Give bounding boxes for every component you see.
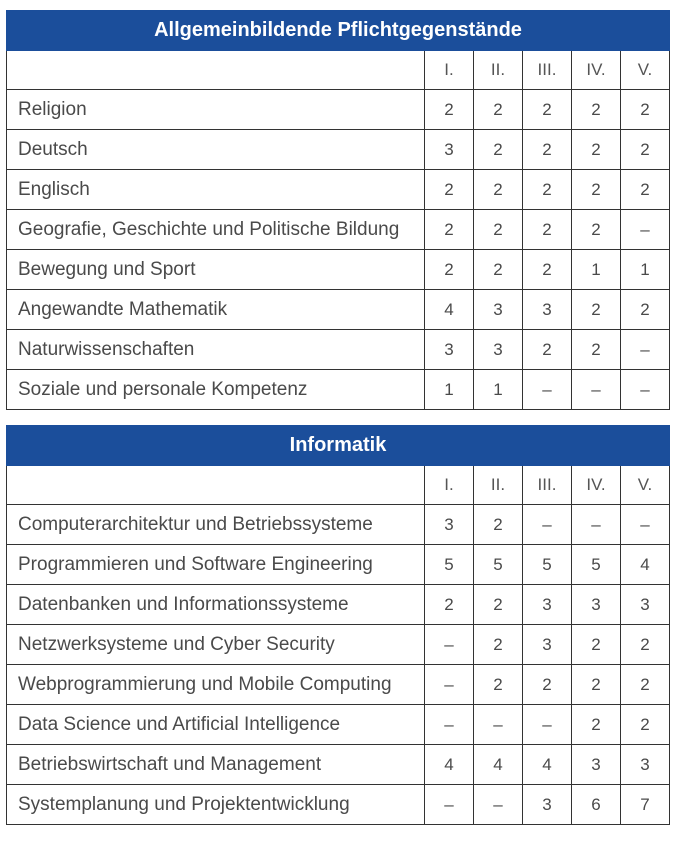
hours-cell: 3 <box>523 585 572 625</box>
hours-cell: 2 <box>572 130 621 170</box>
hours-cell: – <box>474 785 523 825</box>
hours-cell: 4 <box>425 290 474 330</box>
hours-cell: 2 <box>425 250 474 290</box>
hours-cell: 5 <box>425 545 474 585</box>
subject-name: Religion <box>7 90 425 130</box>
hours-cell: 2 <box>523 210 572 250</box>
hours-cell: 2 <box>425 585 474 625</box>
hours-cell: 7 <box>621 785 670 825</box>
empty-header-cell <box>7 466 425 505</box>
hours-cell: 2 <box>425 90 474 130</box>
hours-cell: 2 <box>523 250 572 290</box>
hours-cell: 2 <box>572 290 621 330</box>
year-header: IV. <box>572 466 621 505</box>
hours-cell: 2 <box>425 210 474 250</box>
hours-cell: 2 <box>621 625 670 665</box>
hours-cell: 3 <box>474 290 523 330</box>
hours-cell: 3 <box>425 330 474 370</box>
section-title: Allgemeinbildende Pflichtgegenstände <box>7 11 670 51</box>
hours-cell: 2 <box>621 90 670 130</box>
empty-header-cell <box>7 51 425 90</box>
hours-cell: 2 <box>523 170 572 210</box>
hours-cell: 1 <box>474 370 523 410</box>
subject-name: Naturwissenschaften <box>7 330 425 370</box>
hours-cell: 2 <box>572 90 621 130</box>
table-row <box>7 250 670 290</box>
table-row <box>7 625 670 665</box>
subject-name: Deutsch <box>7 130 425 170</box>
year-header: V. <box>621 51 670 90</box>
year-header: III. <box>523 51 572 90</box>
hours-cell: 3 <box>572 745 621 785</box>
hours-cell: 3 <box>474 330 523 370</box>
hours-cell: – <box>425 625 474 665</box>
hours-cell: 2 <box>621 705 670 745</box>
subject-name: Angewandte Mathematik <box>7 290 425 330</box>
subject-name: Programmieren und Software Engineering <box>7 545 425 585</box>
year-header: I. <box>425 466 474 505</box>
hours-cell: 3 <box>572 585 621 625</box>
table-row <box>7 370 670 410</box>
table-row <box>7 665 670 705</box>
hours-cell: 2 <box>474 585 523 625</box>
hours-cell: – <box>523 705 572 745</box>
table-row <box>7 745 670 785</box>
hours-cell: – <box>425 785 474 825</box>
general-subjects-body <box>7 90 670 410</box>
year-header: V. <box>621 466 670 505</box>
year-header: II. <box>474 466 523 505</box>
subject-name: Geografie, Geschichte und Politische Bildung <box>7 210 425 250</box>
table-row <box>7 170 670 210</box>
hours-cell: 2 <box>572 625 621 665</box>
table-row <box>7 130 670 170</box>
hours-cell: 2 <box>425 170 474 210</box>
table-row <box>7 585 670 625</box>
hours-cell: 5 <box>523 545 572 585</box>
table-row <box>7 330 670 370</box>
hours-cell: 2 <box>572 330 621 370</box>
subject-name: Bewegung und Sport <box>7 250 425 290</box>
hours-cell: 1 <box>572 250 621 290</box>
hours-cell: 4 <box>523 745 572 785</box>
hours-cell: 2 <box>474 170 523 210</box>
hours-cell: 2 <box>474 210 523 250</box>
hours-cell: 2 <box>572 210 621 250</box>
hours-cell: – <box>425 665 474 705</box>
hours-cell: 2 <box>474 625 523 665</box>
hours-cell: 2 <box>523 330 572 370</box>
hours-cell: 1 <box>621 250 670 290</box>
table-row <box>7 90 670 130</box>
hours-cell: – <box>621 210 670 250</box>
hours-cell: – <box>425 705 474 745</box>
table-row <box>7 505 670 545</box>
subject-name: Soziale und personale Kompetenz <box>7 370 425 410</box>
hours-cell: 2 <box>474 130 523 170</box>
hours-cell: 1 <box>425 370 474 410</box>
hours-cell: 5 <box>474 545 523 585</box>
hours-cell: 3 <box>523 290 572 330</box>
hours-cell: 2 <box>474 90 523 130</box>
subject-name: Netzwerksysteme und Cyber Security <box>7 625 425 665</box>
hours-cell: – <box>621 330 670 370</box>
subject-name: Systemplanung und Projektentwicklung <box>7 785 425 825</box>
hours-cell: 2 <box>572 170 621 210</box>
hours-cell: 2 <box>474 665 523 705</box>
year-header: II. <box>474 51 523 90</box>
hours-cell: – <box>523 370 572 410</box>
hours-cell: 3 <box>621 585 670 625</box>
year-header: III. <box>523 466 572 505</box>
year-header-row <box>7 51 670 90</box>
table-row <box>7 210 670 250</box>
hours-cell: 2 <box>523 90 572 130</box>
subject-name: Data Science und Artificial Intelligence <box>7 705 425 745</box>
table-row <box>7 785 670 825</box>
year-header: I. <box>425 51 474 90</box>
hours-cell: – <box>474 705 523 745</box>
hours-cell: 2 <box>621 665 670 705</box>
hours-cell: 3 <box>425 505 474 545</box>
hours-cell: 2 <box>474 505 523 545</box>
year-header-row <box>7 466 670 505</box>
hours-cell: 4 <box>474 745 523 785</box>
hours-cell: – <box>523 505 572 545</box>
subject-name: Englisch <box>7 170 425 210</box>
subject-name: Computerarchitektur und Betriebssysteme <box>7 505 425 545</box>
section-title: Informatik <box>7 426 670 466</box>
hours-cell: 3 <box>523 785 572 825</box>
hours-cell: 3 <box>621 745 670 785</box>
hours-cell: 2 <box>621 290 670 330</box>
informatik-body <box>7 505 670 825</box>
hours-cell: – <box>572 505 621 545</box>
year-header: IV. <box>572 51 621 90</box>
hours-cell: – <box>621 370 670 410</box>
hours-cell: 2 <box>523 665 572 705</box>
table-row <box>7 290 670 330</box>
table-row <box>7 705 670 745</box>
hours-cell: 2 <box>572 705 621 745</box>
table-row <box>7 545 670 585</box>
informatik-table <box>6 425 670 825</box>
hours-cell: 3 <box>425 130 474 170</box>
general-subjects-table <box>6 10 670 410</box>
subject-name: Betriebswirtschaft und Management <box>7 745 425 785</box>
hours-cell: 2 <box>621 170 670 210</box>
hours-cell: 4 <box>621 545 670 585</box>
subject-name: Datenbanken und Informationssysteme <box>7 585 425 625</box>
hours-cell: – <box>572 370 621 410</box>
hours-cell: 4 <box>425 745 474 785</box>
subject-name: Webprogrammierung und Mobile Computing <box>7 665 425 705</box>
hours-cell: 5 <box>572 545 621 585</box>
hours-cell: 2 <box>523 130 572 170</box>
hours-cell: 2 <box>474 250 523 290</box>
hours-cell: 2 <box>621 130 670 170</box>
hours-cell: 3 <box>523 625 572 665</box>
hours-cell: – <box>621 505 670 545</box>
hours-cell: 2 <box>572 665 621 705</box>
hours-cell: 6 <box>572 785 621 825</box>
